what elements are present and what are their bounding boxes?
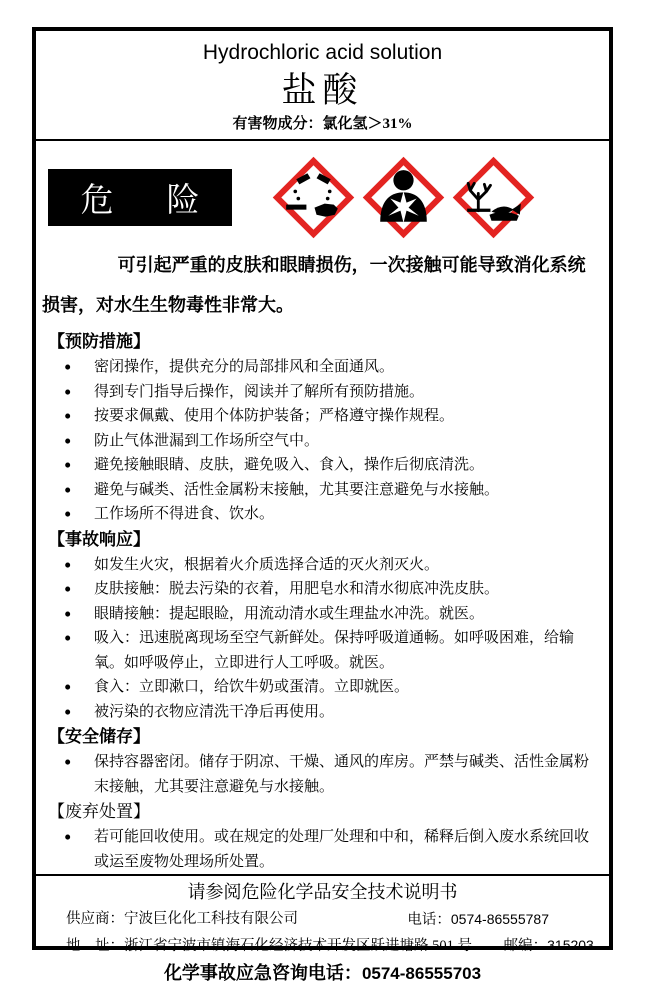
precaution-sections	[36, 325, 609, 874]
label-footer	[36, 874, 609, 990]
storage-list	[48, 750, 597, 799]
list-item: • 食入：立即漱口，给饮牛奶或蛋清。立即就医。	[48, 675, 597, 700]
disposal-list	[48, 825, 597, 874]
emergency-phone-line	[36, 959, 609, 988]
environment-hazard-pictogram-icon	[454, 158, 533, 237]
emergency-phone-number: 0574-86555703	[361, 964, 482, 983]
list-item: • 如发生火灾，根据着火介质选择合适的灭火剂灭火。	[48, 553, 597, 578]
list-item: • 得到专门指导后操作，阅读并了解所有预防措施。	[48, 380, 597, 405]
sds-reference-note: 请参阅危险化学品安全技术说明书	[187, 882, 458, 902]
emergency-label: 化学事故应急咨询电话：	[163, 963, 362, 983]
section-disposal	[48, 799, 597, 874]
list-item: • 保持容器密闭。储存于阴凉、干燥、通风的库房。严禁与碱类、活性金属粉末接触，尤其要注意避免与水接触。	[48, 750, 597, 799]
phone-number: 0574-86555787	[450, 911, 549, 927]
list-item: • 皮肤接触：脱去污染的衣着，用肥皂水和清水彻底冲洗皮肤。	[48, 577, 597, 602]
section-title-storage: 【安全储存】	[48, 727, 150, 746]
supplier-label: 供应商：	[66, 911, 124, 927]
supplier-row	[36, 907, 609, 933]
section-response	[48, 527, 597, 725]
corrosion-pictogram-icon	[274, 158, 353, 237]
product-name-chinese: 盐酸	[281, 71, 364, 110]
list-item: • 被污染的衣物应清洗干净后再使用。	[48, 700, 597, 725]
response-list	[48, 553, 597, 725]
list-item: • 避免与碱类、活性金属粉末接触，尤其要注意避免与水接触。	[48, 478, 597, 503]
list-item: • 若可能回收使用。或在规定的处理厂处理和中和，稀释后倒入废水系统回收或运至废物处理场所处置。	[48, 825, 597, 874]
address-label: 地 址：	[66, 938, 124, 954]
hazard-statement: 可引起严重的皮肤和眼睛损伤，一次接触可能导致消化系统损害，对水生生物毒性非常大。	[42, 255, 586, 315]
list-item: • 眼睛接触：提起眼睑，用流动清水或生理盐水冲洗。就医。	[48, 602, 597, 627]
postcode-label: 邮编：	[503, 938, 548, 954]
phone-label: 电话：	[407, 912, 451, 928]
list-item: • 工作场所不得进食、饮水。	[48, 502, 597, 527]
list-item: • 避免接触眼睛、皮肤，避免吸入、食入，操作后彻底清洗。	[48, 453, 597, 478]
ghs-chemical-label	[32, 27, 613, 983]
postcode-value: 315203	[547, 937, 594, 953]
address-row	[36, 933, 609, 959]
label-header	[36, 31, 609, 141]
hazardous-component-line: 有害物成分：氯化氢＞31%	[232, 116, 413, 132]
supplier-name: 宁波巨化化工科技有限公司	[124, 911, 298, 927]
signal-word-danger: 危 险	[48, 169, 232, 226]
list-item: • 吸入：迅速脱离现场至空气新鲜处。保持呼吸道通畅。如呼吸困难，给输氧。如呼吸停止，立即进行人工呼吸。就医。	[48, 626, 597, 675]
section-storage	[48, 724, 597, 799]
signal-row	[36, 141, 609, 239]
list-item: • 密闭操作，提供充分的局部排风和全面通风。	[48, 355, 597, 380]
phone-group	[407, 907, 549, 933]
prevention-list	[48, 355, 597, 527]
section-prevention	[48, 329, 597, 527]
list-item: • 按要求佩戴、使用个体防护装备；严格遵守操作规程。	[48, 404, 597, 429]
section-title-disposal: 【废弃处置】	[48, 802, 150, 821]
product-name-english: Hydrochloric acid solution	[202, 41, 443, 64]
ghs-pictograms	[274, 158, 533, 237]
health-hazard-pictogram-icon	[364, 158, 443, 237]
address-value: 浙江省宁波市镇海石化经济技术开发区跃进塘路 501 号	[124, 938, 472, 954]
section-title-prevention: 【预防措施】	[48, 332, 150, 351]
section-title-response: 【事故响应】	[48, 529, 150, 549]
postcode-group	[504, 938, 594, 954]
list-item: • 防止气体泄漏到工作场所空气中。	[48, 429, 597, 454]
